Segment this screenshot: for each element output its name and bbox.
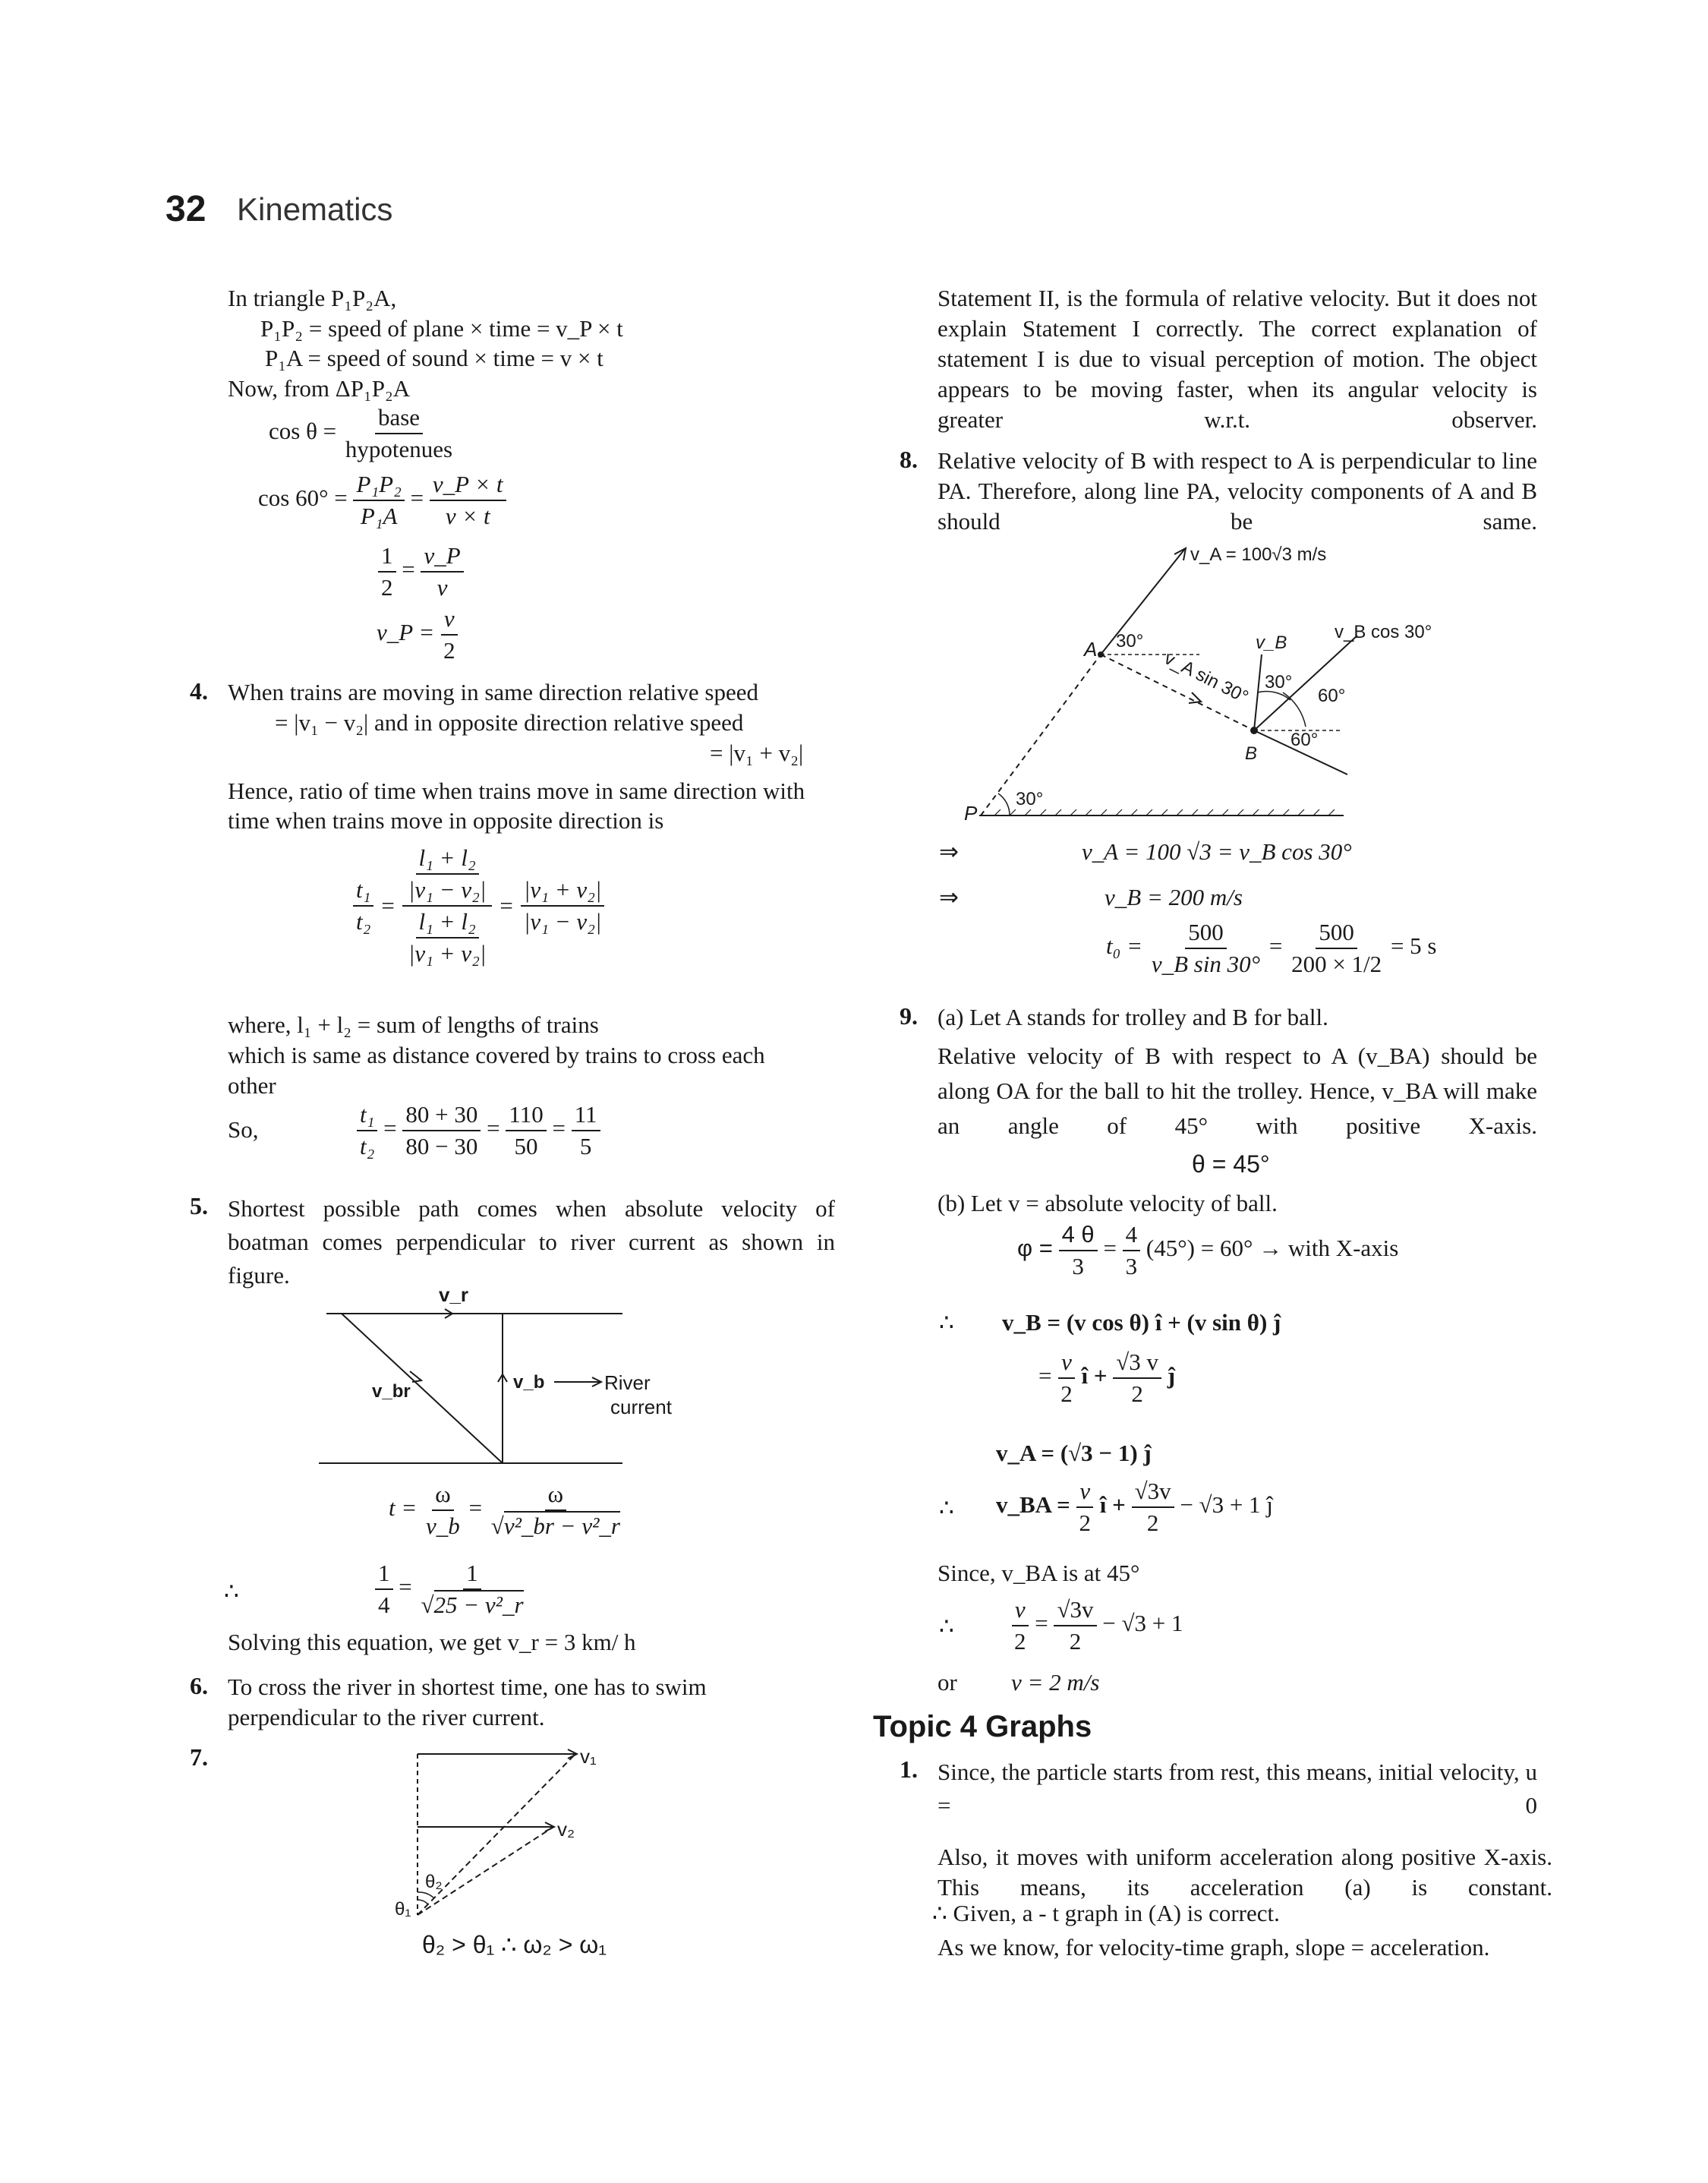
chapter-title: Kinematics	[237, 191, 393, 227]
t1-number: 1.	[900, 1756, 918, 1783]
t-omega2: ω	[545, 1479, 566, 1511]
ground-hatch	[994, 809, 1335, 815]
vb-eq: v_B = (v cos θ) î + (v sin θ) ĵ	[1002, 1309, 1281, 1336]
quarter-rhs-num: 1	[463, 1558, 481, 1590]
s5-therefore: ∴	[224, 1578, 239, 1604]
since-d1: 2	[1014, 1628, 1026, 1655]
s9-therefore3: ∴	[939, 1613, 954, 1639]
vbr-line	[342, 1314, 503, 1463]
s7-result: θ₂ > θ₁ ∴ ω₂ > ω₁	[422, 1931, 607, 1958]
s6-line1: To cross the river in shortest time, one has to swim	[228, 1674, 707, 1700]
half-den2: v	[436, 574, 448, 601]
fig-a-label: A	[1084, 638, 1098, 661]
cos60-frac2	[430, 469, 506, 532]
fig-30a-label: 30°	[1116, 631, 1144, 651]
sqrt1-body: v²_br − v²_r	[503, 1513, 620, 1539]
so-frac2	[506, 1099, 546, 1162]
page-number: 32	[165, 189, 206, 229]
s8-implies2: ⇒	[939, 884, 959, 910]
cos60-lhs: cos 60° =	[258, 484, 348, 512]
fig-30b-label: 30°	[1265, 672, 1293, 692]
since-n1: v	[1012, 1595, 1029, 1626]
since-eq: $\frac{v}{2}$ = $\frac{√3v}{2}$ − √3 + 1	[1011, 1595, 1183, 1657]
fig-vb-label: v_B	[1256, 633, 1287, 653]
phi-eq: φ = $\frac{4 \theta}{3}$ = $\frac{4}{3}$ (45°) = 60° → with X-axis	[1017, 1219, 1398, 1282]
vb2-n1: v	[1058, 1347, 1075, 1379]
t0-d2: 200 × 1/2	[1291, 951, 1382, 977]
s4-so: So,	[228, 1116, 259, 1143]
s4-where1: where, l₁ + l₂ = sum of lengths of trains	[228, 1011, 599, 1038]
fig-vasin-label: v_A sin 30°	[1161, 648, 1252, 708]
s4-line2: = |v₁ − v₂| and in opposite direction relative speed	[275, 709, 744, 736]
s9-theta: θ = 45°	[1192, 1150, 1270, 1178]
cos60-eq: cos 60° = $\frac{\text{P₁P₂}}{\text{P₁A}}$ = $\frac{v\_P \times t}{v \times t}$	[258, 469, 506, 532]
t0-result: = 5 s	[1390, 932, 1437, 960]
s3-line1: In triangle P₁P₂A,	[228, 285, 397, 311]
half-frac1	[378, 541, 396, 603]
s3-line3: P₁A = speed of sound × time = v × t	[265, 345, 603, 371]
half-den1: 2	[381, 574, 393, 601]
s4-line4: Hence, ratio of time when trains move in same direction with	[228, 778, 805, 804]
cos60-num2: v_P × t	[430, 469, 506, 501]
quarter-den: 4	[378, 1592, 390, 1618]
va-eq: v_A = (√3 − 1) ĵ	[996, 1440, 1152, 1466]
t0-eq: t₀ = $\frac{500}{\text{v\_B sin 30°}}$ = $\frac{500}{200 \times 1/2}$ = 5 s	[1106, 917, 1436, 980]
arc-30b	[1257, 692, 1290, 700]
so-n1: 80 + 30	[402, 1099, 481, 1131]
t-lhs: t =	[389, 1494, 418, 1522]
so-frac1	[402, 1099, 481, 1162]
theta1-arc	[418, 1900, 428, 1904]
since-n2: √3v	[1054, 1595, 1096, 1626]
t-frac1	[423, 1479, 463, 1541]
so-t2: t₂	[360, 1133, 375, 1159]
t1-line2: Also, it moves with uniform acceleration along positive X-axis. This means, its acceleration (a) is constant.	[938, 1844, 1552, 1901]
since-frac1	[1011, 1595, 1029, 1657]
so-eq: $\frac{\text{t₁}}{\text{t₂}}$ = $\frac{80 + 30}{80 - 30}$ = $\frac{110}{50}$ = $\frac{11}{5}$	[357, 1099, 600, 1162]
vb2-frac2	[1113, 1347, 1161, 1409]
cos-frac	[342, 402, 455, 465]
vb2-n2: √3 v	[1113, 1347, 1161, 1379]
inner-frac2	[405, 907, 490, 969]
since-tail: − √3 + 1	[1102, 1610, 1183, 1637]
s4-where2: which is same as distance covered by trains to cross each	[228, 1042, 765, 1068]
eq-sign1: =	[381, 892, 395, 919]
sqrt1: √v²_br − v²_r	[490, 1513, 620, 1539]
phi-lhs: φ =	[1017, 1235, 1053, 1262]
t1-line1: Since, the particle starts from rest, this means, initial velocity, u = 0	[938, 1759, 1537, 1819]
so-frac3	[572, 1099, 600, 1162]
phi-frac2	[1123, 1219, 1141, 1282]
s9-or: or	[938, 1669, 957, 1696]
theta2-arc	[418, 1892, 434, 1898]
t-frac2	[488, 1479, 623, 1541]
quarter-rhs	[418, 1558, 526, 1620]
quarter-frac	[375, 1558, 393, 1620]
vba-d1: 2	[1079, 1509, 1092, 1536]
s4-line3: = |v₁ + v₂|	[710, 740, 804, 766]
big-frac-bottom	[402, 907, 493, 969]
phi-d2: 3	[1125, 1253, 1138, 1279]
s5-solve: Solving this equation, we get v_r = 3 km/ h	[228, 1629, 636, 1655]
s5-text: Shortest possible path comes when absolute velocity of boatman comes perpendicular to river current as shown in figure.	[228, 1195, 835, 1289]
fig-v1-label: v₁	[580, 1745, 597, 1768]
s9-therefore1: ∴	[939, 1309, 954, 1336]
phi-n1: 4 θ	[1059, 1219, 1098, 1251]
s9-therefore2: ∴	[939, 1494, 954, 1521]
fig-va-label: v_A = 100√3 m/s	[1190, 544, 1327, 565]
t1-line3: ∴ Given, a - t graph in (A) is correct.	[932, 1900, 1280, 1926]
vb2-d1: 2	[1060, 1380, 1073, 1407]
relative-velocity-figure	[964, 541, 1465, 825]
fig-river-label: River	[604, 1371, 651, 1394]
vba-eq: v_BA = $\frac{v}{2}$ î + $\frac{√3v}{2}$ − √3 + 1 ĵ	[996, 1476, 1273, 1538]
fig-current-label: current	[610, 1396, 672, 1418]
s8-number: 8.	[900, 446, 918, 473]
topic-heading: Topic 4 Graphs	[873, 1710, 1092, 1743]
cos-den: hypotenues	[345, 436, 453, 462]
t-ratio	[353, 875, 373, 937]
inner-num1: l₁ + l₂	[416, 843, 479, 875]
cos-num: base	[375, 402, 423, 434]
so-t	[357, 1099, 377, 1162]
s9-number: 9.	[900, 1002, 918, 1030]
s6-number: 6.	[190, 1672, 208, 1699]
vba-d2: 2	[1146, 1509, 1159, 1536]
vba-lhs: v_BA =	[996, 1491, 1070, 1519]
t0-frac1	[1149, 917, 1263, 980]
statement-text: Statement II, is the formula of relative velocity. But it does not explain Statement I correctly. The correct explanation of statement I is due to visual perception of motion. The object appears to be moving faster, when its angular velocity is greater w.r.t. observer.	[938, 285, 1537, 433]
sqrt2: √25 − v²_r	[421, 1592, 524, 1618]
inner-den2: |v₁ + v₂|	[408, 940, 487, 967]
vbr-arrowhead	[410, 1371, 421, 1382]
s8-eq1: v_A = 100 √3 = v_B cos 30°	[1082, 838, 1352, 865]
eq-sign2: =	[499, 892, 513, 919]
t0-frac2	[1288, 917, 1385, 980]
t0-d1: v_B sin 30°	[1151, 951, 1261, 977]
s4-where3: other	[228, 1072, 276, 1099]
fig-vbr-label: v_br	[372, 1381, 411, 1402]
s8-implies1: ⇒	[939, 838, 959, 865]
so-n3: 11	[572, 1099, 600, 1131]
ratio-num: |v₁ + v₂|	[521, 875, 605, 907]
fig-b-label: B	[1245, 743, 1258, 764]
s3-line4: Now, from ΔP₁P₂A	[228, 375, 411, 402]
fig-vbcos-label: v_B cos 30°	[1335, 622, 1432, 642]
s9-a2: Relative velocity of B with respect to A (v_BA) should be along OA for the ball to hit the trolley. Hence, v_BA will make an angle of 45° with positive X-axis.	[938, 1043, 1537, 1139]
quarter-num: 1	[375, 1558, 393, 1590]
vp-num: v	[441, 604, 458, 636]
phi-d1: 3	[1072, 1253, 1084, 1279]
half-eq: $\frac{1}{2}$ = $\frac{v\_P}{v}$	[378, 541, 464, 603]
t2: t₂	[356, 908, 371, 935]
vb-eq2: = $\frac{v}{2}$ î + $\frac{√3 v}{2}$ ĵ	[1038, 1347, 1175, 1409]
t0-lhs: t₀ =	[1106, 932, 1143, 960]
t1-line4: As we know, for velocity-time graph, slope = acceleration.	[938, 1934, 1490, 1961]
half-num1: 1	[378, 541, 396, 573]
inner-num2: l₁ + l₂	[416, 907, 479, 939]
angle-figure	[387, 1739, 615, 1921]
s8-eq2: v_B = 200 m/s	[1105, 884, 1243, 910]
s3-line2: P₁P₂ = speed of plane × time = v_P × t	[260, 315, 623, 342]
quarter-eq: $\frac{1}{4}$ = $\frac{1}{\text{√25 − v²\_r}}$	[375, 1558, 527, 1620]
s9-b1: (b) Let v = absolute velocity of ball.	[938, 1190, 1278, 1216]
t1: t₁	[353, 875, 373, 907]
t-eq: t = $\frac{\omega}{v\_b}$ = $\frac{\omega}{\text{√v²\_br − v²\_r}}$	[389, 1479, 623, 1541]
vp-frac	[440, 604, 459, 666]
vp-eq	[377, 604, 459, 666]
cos60-frac1	[353, 469, 404, 532]
arc-30p	[998, 793, 1010, 815]
s9-v-result: v = 2 m/s	[1011, 1669, 1100, 1696]
phi-rest: (45°) = 60° → with X-axis	[1145, 1235, 1399, 1262]
fig-v2-label: v₂	[557, 1818, 575, 1841]
t0-n1: 500	[1185, 917, 1227, 949]
half-frac2	[421, 541, 463, 603]
fig-p-label: P	[964, 802, 978, 825]
cos60-den1: P₁A	[360, 503, 398, 529]
vasin-arrowhead	[1189, 692, 1201, 703]
cos-theta-eq	[269, 402, 455, 465]
river-figure	[304, 1283, 672, 1481]
vp-den: 2	[443, 637, 455, 664]
vba-frac1	[1076, 1476, 1095, 1538]
inner-den1: |v₁ − v₂|	[408, 876, 487, 903]
vp-lhs: v_P =	[377, 619, 435, 646]
big-frac-top	[402, 843, 493, 907]
phi-n2: 4	[1123, 1219, 1141, 1251]
cos60-den2: v × t	[445, 503, 490, 529]
fig-30p-label: 30°	[1016, 789, 1044, 809]
t-vb: v_b	[426, 1513, 460, 1539]
s6-line2: perpendicular to the river current.	[228, 1704, 545, 1730]
fig-theta2-label: θ₂	[425, 1872, 443, 1892]
since-frac2	[1054, 1595, 1096, 1657]
vba-n2: √3v	[1132, 1476, 1174, 1508]
vb2-d2: 2	[1131, 1380, 1143, 1407]
cos-lhs: cos θ =	[269, 418, 337, 445]
so-d3: 5	[579, 1133, 592, 1159]
sqrt2-body: 25 − v²_r	[433, 1592, 524, 1618]
vba-frac2	[1132, 1476, 1174, 1538]
s4-line5: time when trains move in opposite direction is	[228, 807, 664, 834]
s9-a1: (a) Let A stands for trolley and B for ball.	[938, 1004, 1328, 1030]
half-num2: v_P	[421, 541, 463, 573]
s9-since: Since, v_BA is at 45°	[938, 1560, 1140, 1586]
so-t1: t₁	[357, 1099, 377, 1131]
fig-vb-label: v_b	[513, 1372, 545, 1393]
big-frac	[402, 843, 493, 969]
fig-vr-label: v_r	[439, 1283, 469, 1306]
vba-tail: − √3 + 1 ĵ	[1180, 1491, 1273, 1519]
fig-60a-label: 60°	[1318, 686, 1346, 706]
ratio-den: |v₁ − v₂|	[523, 908, 602, 935]
so-d2: 50	[514, 1133, 538, 1159]
fig-60b-label: 60°	[1290, 730, 1319, 750]
cos60-num1: P₁P₂	[353, 469, 404, 501]
so-d1: 80 − 30	[405, 1133, 478, 1159]
s5-number: 5.	[190, 1192, 208, 1219]
s4-line1: When trains are moving in same direction relative speed	[228, 679, 758, 705]
fig-theta1-label: θ₁	[395, 1899, 411, 1920]
so-n2: 110	[506, 1099, 546, 1131]
ratio-eq	[353, 843, 604, 969]
ratio-result	[521, 875, 605, 937]
t-omega1: ω	[432, 1479, 453, 1511]
vb2-frac1	[1057, 1347, 1076, 1409]
phi-frac1	[1059, 1219, 1098, 1282]
vba-n1: v	[1076, 1476, 1093, 1508]
inner-frac1	[405, 843, 490, 905]
t0-n2: 500	[1316, 917, 1357, 949]
s8-text: Relative velocity of B with respect to A is perpendicular to line PA. Therefore, along line PA, velocity components of A and B should be same.	[938, 447, 1537, 535]
s7-number: 7.	[190, 1743, 208, 1771]
since-d2: 2	[1069, 1628, 1082, 1655]
s4-number: 4.	[190, 677, 208, 705]
